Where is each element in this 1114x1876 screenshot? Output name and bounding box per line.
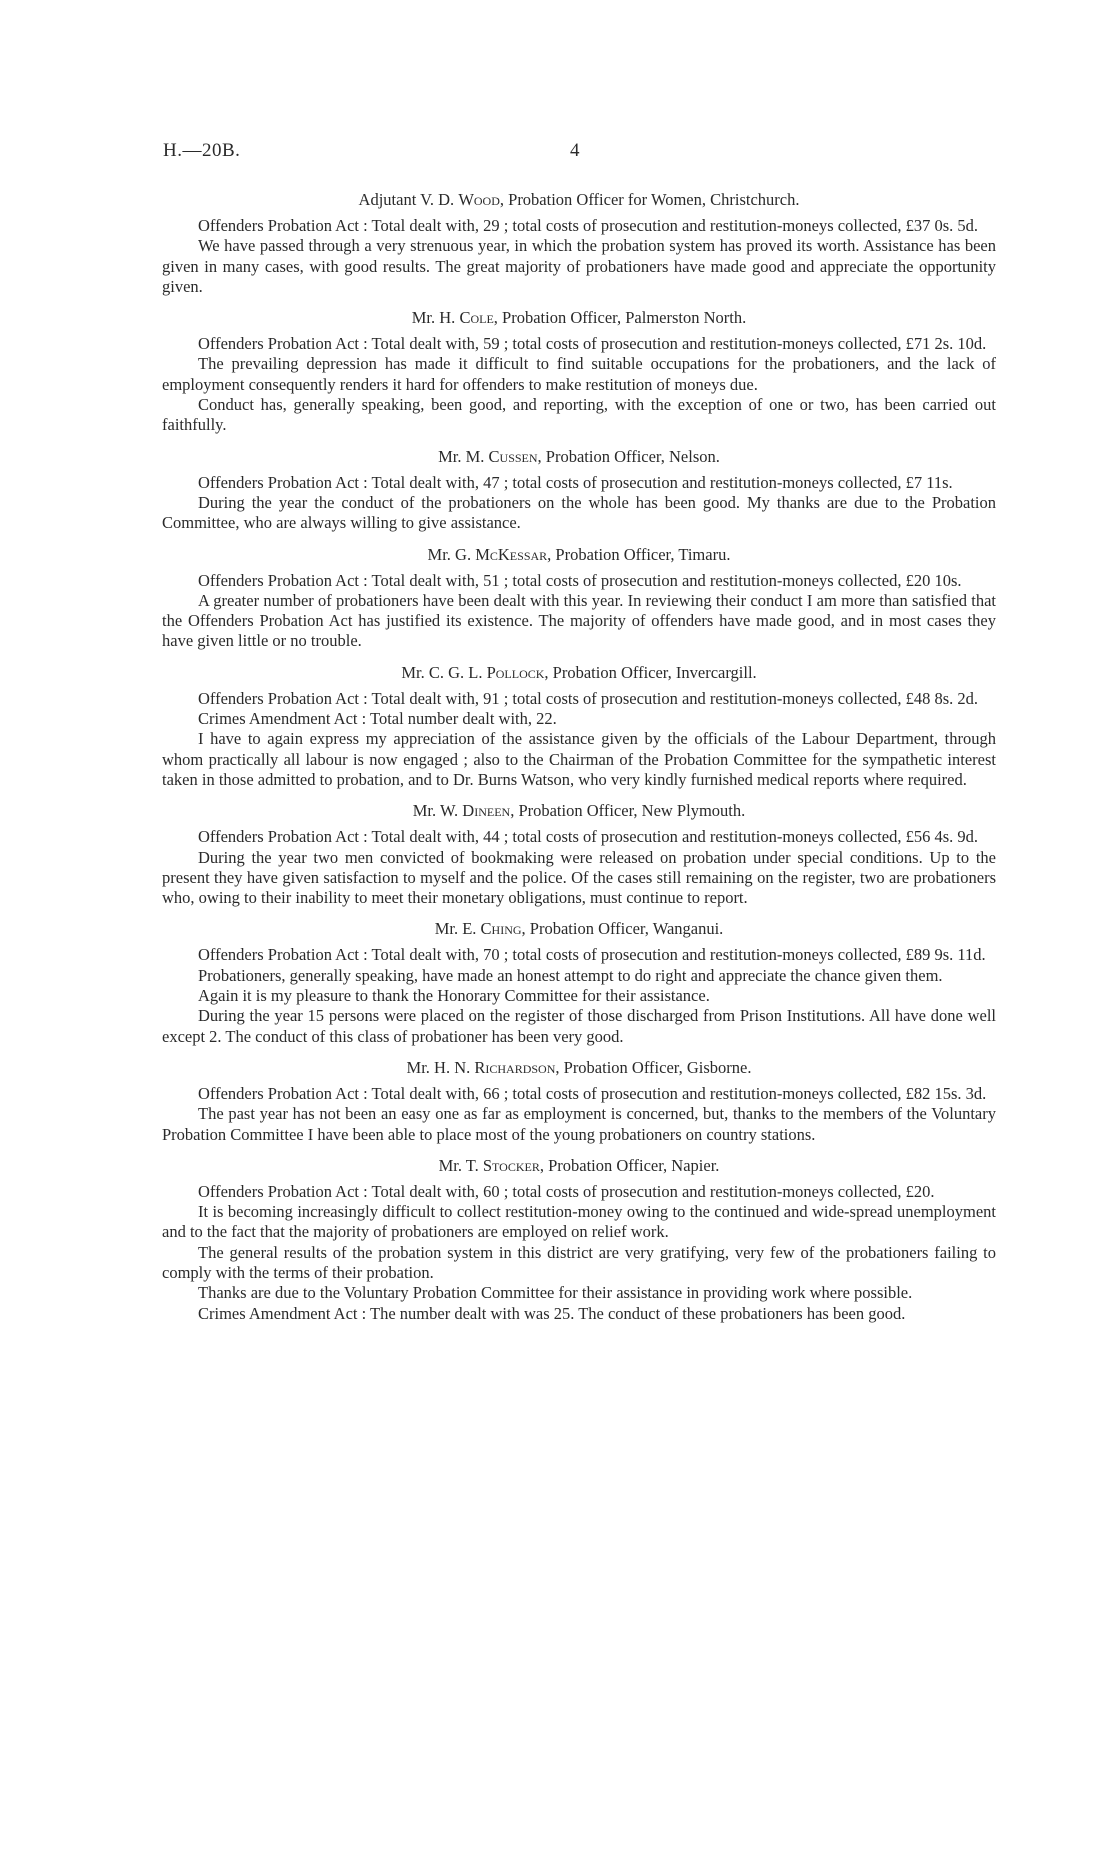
report-paragraph: A greater number of probationers have been dealt with this year. In reviewing their conduct I am more than satisfied that the Offenders Probation Act has justified its existence. The majority of offenders have made good, and in most cases they have given little or no trouble. [162, 590, 996, 651]
report-paragraph: Thanks are due to the Voluntary Probation Committee for their assistance in providing work where possible. [198, 1283, 913, 1303]
officer-heading [162, 447, 996, 467]
officer-surname: Stocker [482, 1155, 540, 1175]
officer-role-location: , Probation Officer, Invercargill. [544, 662, 757, 682]
officer-heading [162, 801, 996, 821]
report-paragraph: Offenders Probation Act : Total dealt with, 70 ; total costs of prosecution and restitution-moneys collected, £89 9s. 11d. [198, 945, 986, 965]
officer-title-initials: Mr. E. [434, 919, 477, 939]
officer-title-initials: Adjutant V. D. [358, 190, 455, 209]
officer-heading [162, 190, 996, 210]
officer-surname: Cole [459, 308, 494, 328]
report-paragraph: Crimes Amendment Act : The number dealt with was 25. The conduct of these probationers has been good. [198, 1303, 906, 1323]
officer-surname: Ching [480, 919, 522, 939]
officer-surname: Richardson [474, 1057, 556, 1077]
officer-heading [162, 1156, 996, 1176]
report-paragraph: The prevailing depression has made it difficult to find suitable occupations for the probationers, and the lack of employment consequently renders it hard for offenders to make restitution of moneys due. [162, 354, 996, 394]
report-paragraph: During the year the conduct of the probationers on the whole has been good. My thanks are due to the Probation Committee, who are always willing to give assistance. [162, 492, 996, 533]
officer-surname: Cussen [488, 446, 538, 466]
officer-heading [162, 545, 996, 565]
officer-role-location: , Probation Officer for Women, Christchurch. [499, 190, 800, 209]
report-paragraph: Probationers, generally speaking, have made an honest attempt to do right and appreciate the chance given them. [198, 965, 943, 985]
officer-report [162, 447, 996, 534]
officer-surname: Dineen [462, 801, 511, 821]
officer-role-location: , Probation Officer, Timaru. [547, 544, 731, 564]
report-paragraph: During the year 15 persons were placed on the register of those discharged from Prison Institutions. All have done well except 2. The conduct of this class of probationer has been very good. [162, 1006, 996, 1046]
officer-title-initials: Mr. T. [438, 1155, 479, 1175]
officer-report [162, 801, 996, 908]
report-paragraph: Conduct has, generally speaking, been good, and reporting, with the exception of one or two, has been carried out faithfully. [162, 395, 996, 435]
officer-report [162, 1156, 996, 1324]
officer-surname: Wood [458, 190, 500, 209]
officer-title-initials: Mr. M. [438, 446, 485, 466]
officer-heading [162, 919, 996, 939]
report-paragraph: Offenders Probation Act : Total dealt with, 60 ; total costs of prosecution and restitution-moneys collected, £20. [198, 1181, 935, 1201]
officer-title-initials: Mr. W. [412, 801, 459, 821]
report-paragraph: Offenders Probation Act : Total dealt with, 44 ; total costs of prosecution and restitution-moneys collected, £56 4s. 9d. [198, 827, 979, 847]
page-number: 4 [570, 140, 580, 161]
officer-role-location: , Probation Officer, Palmerston North. [493, 308, 747, 328]
officer-heading [162, 1058, 996, 1078]
report-paragraph: Offenders Probation Act : Total dealt with, 29 ; total costs of prosecution and restitution-moneys collected, £37 0s. 5d. [198, 216, 979, 235]
report-paragraph: I have to again express my appreciation of the assistance given by the officials of the Labour Department, through whom practically all labour is now engaged ; also to the Chairman of the Probation Committee for the sympathetic interest taken in those admitted to probation, and to Dr. Burns Watson, who very kindly furnished medical reports where required. [162, 729, 996, 789]
officer-heading [162, 308, 996, 328]
report-paragraph: We have passed through a very strenuous year, in which the probation system has proved its worth. Assistance has been given in many cases, with good results. The great majority of probationers have made good and appreciate the opportunity given. [162, 236, 996, 296]
report-paragraph: Offenders Probation Act : Total dealt with, 91 ; total costs of prosecution and restitution-moneys collected, £48 8s. 2d. [198, 688, 979, 708]
report-body [162, 190, 996, 1335]
report-paragraph: The general results of the probation system in this district are very gratifying, very few of the probationers failing to comply with the terms of their probation. [162, 1242, 996, 1282]
report-paragraph: Offenders Probation Act : Total dealt with, 59 ; total costs of prosecution and restitution-moneys collected, £71 2s. 10d. [198, 334, 987, 354]
report-paragraph: It is becoming increasingly difficult to collect restitution-money owing to the continued and wide-spread unemployment and to the fact that the majority of probationers are employed on relief work. [162, 1202, 996, 1242]
officer-report [162, 1058, 996, 1145]
officer-title-initials: Mr. H. N. [406, 1057, 471, 1077]
officer-role-location: , Probation Officer, New Plymouth. [510, 801, 746, 821]
report-paragraph: Offenders Probation Act : Total dealt with, 47 ; total costs of prosecution and restitution-moneys collected, £7 11s. [198, 472, 953, 492]
officer-title-initials: Mr. H. [411, 308, 456, 328]
officer-title-initials: Mr. G. [427, 544, 472, 564]
officer-heading [162, 663, 996, 683]
officer-report [162, 308, 996, 435]
report-paragraph: The past year has not been an easy one as far as employment is concerned, but, thanks to the members of the Voluntary Probation Committee I have been able to place most of the young probationers on country stations. [162, 1104, 996, 1144]
report-paragraph: During the year two men convicted of bookmaking were released on probation under special conditions. Up to the present they have given satisfaction to myself and the police. Of the cases still remaining on the register, two are probationers who, owing to their inability to meet their monetary obligations, must continue to report. [162, 847, 996, 908]
officer-role-location: , Probation Officer, Wanganui. [521, 919, 724, 939]
officer-surname: Pollock [486, 662, 545, 682]
document-reference: H.—20B. [163, 140, 241, 161]
officer-report [162, 190, 996, 297]
officer-report [162, 545, 996, 652]
officer-role-location: , Probation Officer, Gisborne. [555, 1057, 752, 1077]
report-paragraph: Again it is my pleasure to thank the Honorary Committee for their assistance. [198, 986, 710, 1006]
officer-report [162, 663, 996, 790]
officer-role-location: , Probation Officer, Nelson. [537, 446, 720, 466]
report-paragraph: Offenders Probation Act : Total dealt with, 51 ; total costs of prosecution and restitution-moneys collected, £20 10s. [198, 570, 962, 590]
officer-report [162, 919, 996, 1046]
officer-surname: McKessar [475, 544, 548, 564]
report-paragraph: Crimes Amendment Act : Total number dealt with, 22. [198, 709, 557, 729]
officer-title-initials: Mr. C. G. L. [401, 662, 483, 682]
report-paragraph: Offenders Probation Act : Total dealt with, 66 ; total costs of prosecution and restitution-moneys collected, £82 15s. 3d. [198, 1083, 987, 1103]
officer-role-location: , Probation Officer, Napier. [539, 1155, 720, 1175]
